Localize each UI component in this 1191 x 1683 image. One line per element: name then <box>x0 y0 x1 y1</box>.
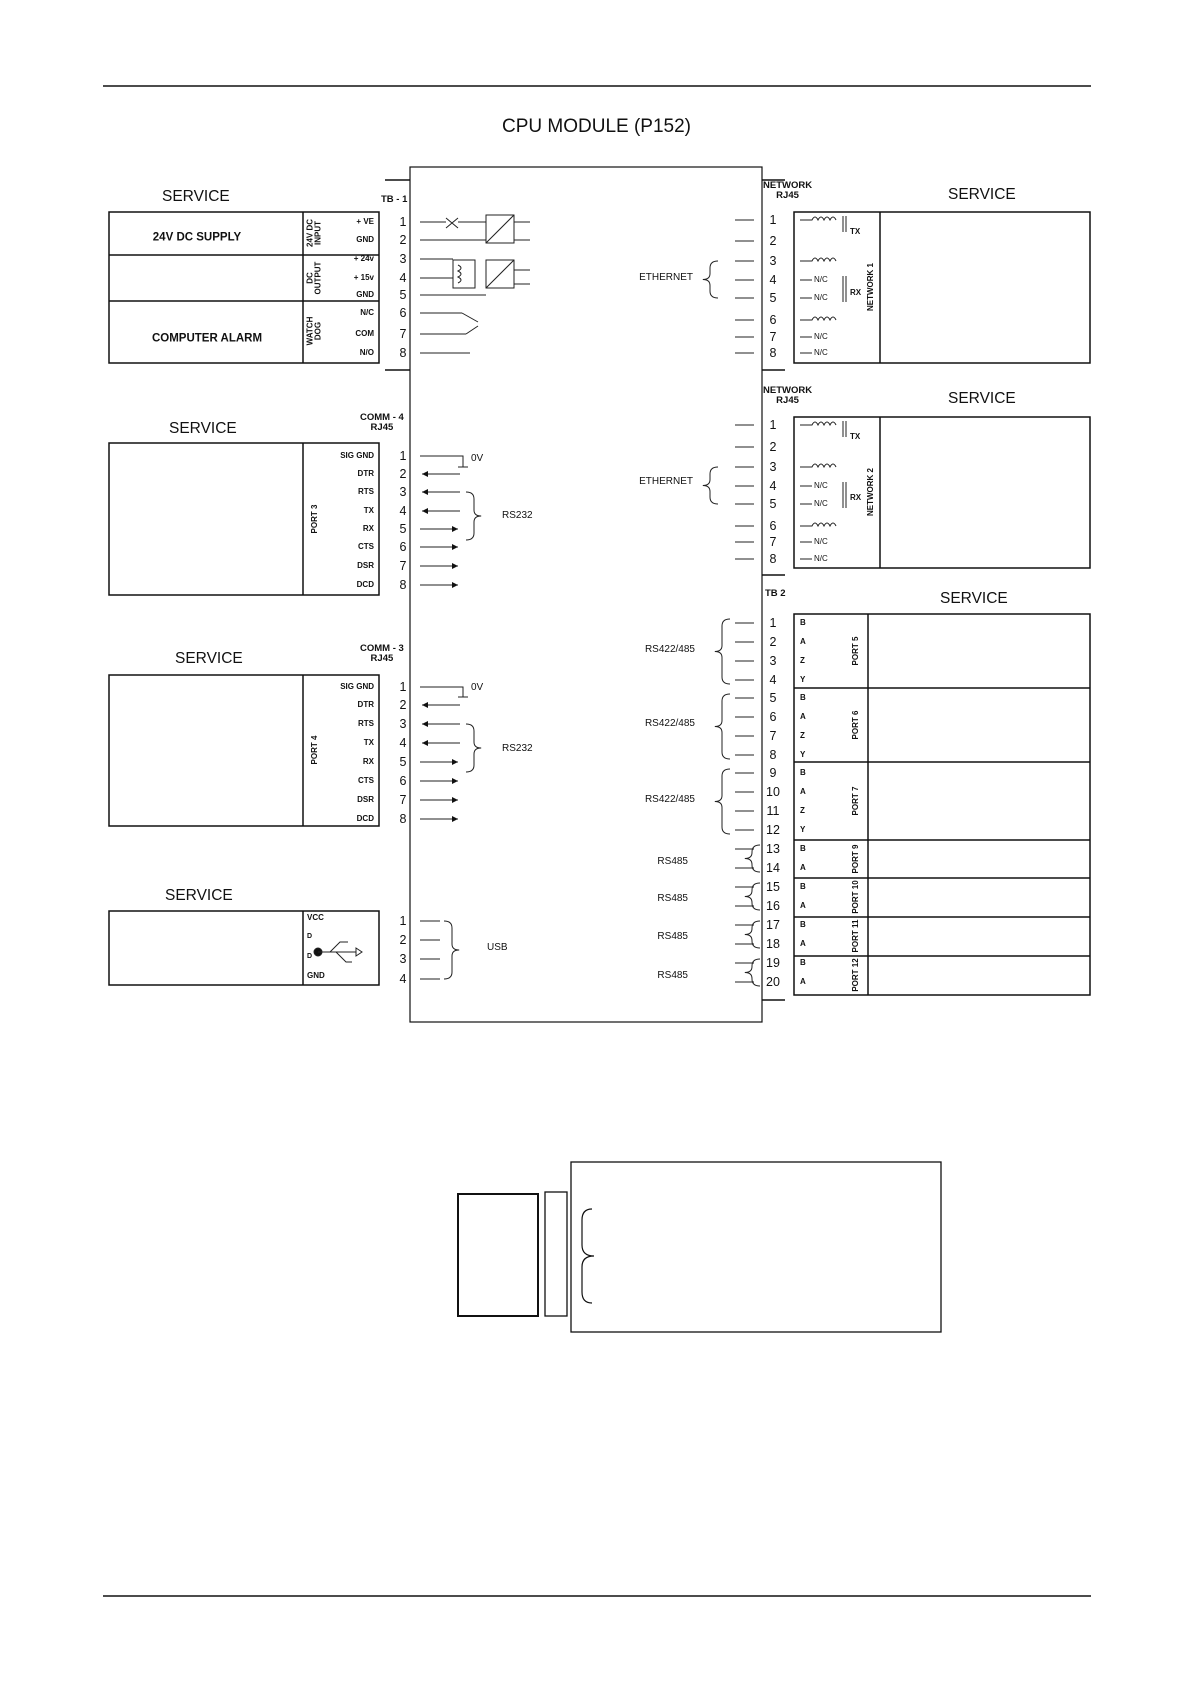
tb1-pin-5: 5 <box>399 287 407 302</box>
comm3-in-arrow-5-head <box>452 759 458 765</box>
tb2-pin-14: 14 <box>766 860 780 875</box>
comm4-pin-7: 7 <box>399 558 407 573</box>
tb2-signal-4-1: B <box>800 844 806 853</box>
network2-nc-8: N/C <box>814 554 828 563</box>
lower-small-box <box>458 1194 538 1316</box>
tb2-pin-5: 5 <box>769 690 777 705</box>
port3-service-box <box>109 443 379 595</box>
tb2-brace-3 <box>715 769 730 834</box>
port4-label: PORT 4 <box>309 735 319 765</box>
tb1-pin-2: 2 <box>399 232 407 247</box>
comm4-pin-5: 5 <box>399 521 407 536</box>
lower-brace <box>582 1209 594 1303</box>
comm4-gnd-wire <box>420 456 463 467</box>
comm4-pin-label-4: TX <box>363 506 374 515</box>
tb2-port-label-3: PORT 7 <box>850 786 860 816</box>
tb2-pin-6: 6 <box>769 709 777 724</box>
comm4-pin-label-2: DTR <box>357 469 374 478</box>
lower-strip-box <box>545 1192 567 1316</box>
tb2-signal-7-2: A <box>800 977 806 986</box>
comm4-out-arrow-4-head <box>422 508 428 514</box>
comm3-pin-label-8: DCD <box>356 814 374 823</box>
tb2-signal-2-3: Z <box>800 731 805 740</box>
network2-pin-3: 3 <box>769 459 777 474</box>
network1-side-label: NETWORK 1 <box>865 263 875 311</box>
tb2-group-label-5: RS485 <box>657 893 688 904</box>
tb1-pin-label-8: N/O <box>359 348 374 357</box>
service-header-usb: SERVICE <box>165 887 233 904</box>
port4-service-box <box>109 675 379 826</box>
network1-pin-8: 8 <box>769 345 777 360</box>
port3-label: PORT 3 <box>309 504 319 534</box>
tb2-pin-12: 12 <box>766 822 780 837</box>
network1-rx-core <box>843 276 846 302</box>
tb2-service-box <box>794 614 1090 995</box>
usb-service-box <box>109 911 379 985</box>
comm4-out-arrow-2-head <box>422 471 428 477</box>
tb2-pin-2: 2 <box>769 634 777 649</box>
tb1-pin-4: 4 <box>399 270 407 285</box>
usb-pin-3: 3 <box>399 951 407 966</box>
tb2-pin-18: 18 <box>766 936 780 951</box>
tb2-pin-3: 3 <box>769 653 777 668</box>
network1-pin-1: 1 <box>769 212 777 227</box>
network1-pin-6: 6 <box>769 312 777 327</box>
network2-side-label: NETWORK 2 <box>865 468 875 516</box>
comm3-out-arrow-4-head <box>422 740 428 746</box>
network1-tx-label: TX <box>850 227 861 236</box>
supply-label: 24V DC SUPPLY <box>152 231 242 244</box>
network1-tx-core <box>843 216 846 232</box>
tb2-signal-3-1: B <box>800 768 806 777</box>
comm3-gnd-wire <box>420 687 463 697</box>
tb2-pin-16: 16 <box>766 898 780 913</box>
tb1-pin-label-3: + 24v <box>353 254 374 263</box>
network2-nc-7: N/C <box>814 537 828 546</box>
comm4-pin-2: 2 <box>399 466 407 481</box>
watchdog-relay-contacts <box>420 313 478 353</box>
tb2-label: TB 2 <box>765 588 786 599</box>
comm4-pin-label-6: CTS <box>358 542 374 551</box>
network2-pin-7: 7 <box>769 534 777 549</box>
service-header-tb1: SERVICE <box>162 188 230 205</box>
network1-nc-5: N/C <box>814 293 828 302</box>
tb2-pin-11: 11 <box>766 803 780 818</box>
comm4-in-arrow-7-head <box>452 563 458 569</box>
comm4-pin-1: 1 <box>399 448 407 463</box>
network1-pin-3: 3 <box>769 253 777 268</box>
tb2-pin-19: 19 <box>766 955 780 970</box>
comm3-in-arrow-6-head <box>452 778 458 784</box>
tb2-port-label-1: PORT 5 <box>850 636 860 666</box>
tb2-group-label-2: RS422/485 <box>644 718 695 729</box>
usb-bus-label: USB <box>487 942 508 953</box>
tb2-signal-1-2: A <box>800 637 806 646</box>
watchdog-group-label: WATCH DOG <box>305 316 323 346</box>
comm4-label: COMM - 4 RJ45 <box>360 412 404 433</box>
comm3-label: COMM - 3 RJ45 <box>360 643 404 664</box>
network2-pin-4: 4 <box>769 478 777 493</box>
comm3-pin-label-5: RX <box>362 757 374 766</box>
tb1-pin-1: 1 <box>399 214 407 229</box>
network2-coil-1 <box>800 422 836 425</box>
tb2-pin-15: 15 <box>766 879 780 894</box>
network1-nc-8: N/C <box>814 348 828 357</box>
comm4-pin-label-5: RX <box>362 524 374 533</box>
input-isolator-diagonal <box>486 215 514 243</box>
tb2-signal-3-2: A <box>800 787 806 796</box>
tb1-pin-label-2: GND <box>356 235 374 244</box>
usb-symbol <box>318 942 362 962</box>
tb2-signal-2-4: Y <box>800 750 806 759</box>
comm4-pin-3: 3 <box>399 484 407 499</box>
usb-vcc-label: VCC <box>307 913 324 922</box>
tb1-pin-7: 7 <box>399 326 407 341</box>
network1-coil-3 <box>800 258 836 261</box>
usb-dminus-label: D <box>307 953 313 960</box>
tb2-group-label-7: RS485 <box>657 970 688 981</box>
tb2-signal-1-3: Z <box>800 656 805 665</box>
tb2-port-label-7: PORT 12 <box>850 958 860 992</box>
comm3-pin-1: 1 <box>399 679 407 694</box>
usb-pin-1: 1 <box>399 913 407 928</box>
tb1-pin-label-6: N/C <box>360 308 374 317</box>
network1-ethernet-label: ETHERNET <box>639 272 693 283</box>
network1-coil-1 <box>800 217 836 220</box>
comm3-rs232-brace <box>466 724 481 772</box>
comm4-pin-6: 6 <box>399 539 407 554</box>
comm3-pin-label-4: TX <box>363 738 374 747</box>
network2-coil-3 <box>800 464 836 467</box>
tb2-brace-1 <box>715 619 730 684</box>
page-title: CPU MODULE (P152) <box>502 116 691 137</box>
service-header-network1: SERVICE <box>948 186 1016 203</box>
comm3-0v-label: 0V <box>471 682 484 693</box>
output-group-label: DC OUTPUT <box>305 261 323 295</box>
alarm-label: COMPUTER ALARM <box>151 332 263 345</box>
comm3-out-arrow-2-head <box>422 702 428 708</box>
tb2-signal-5-1: B <box>800 882 806 891</box>
service-header-port3: SERVICE <box>169 420 237 437</box>
comm4-in-arrow-5-head <box>452 526 458 532</box>
comm4-pin-4: 4 <box>399 503 407 518</box>
comm4-pin-label-8: DCD <box>356 580 374 589</box>
network1-header: NETWORK RJ45 <box>763 180 813 201</box>
network1-rx-label: RX <box>850 288 862 297</box>
tb2-port-label-4: PORT 9 <box>850 844 860 874</box>
comm3-pin-2: 2 <box>399 697 407 712</box>
network1-nc-4: N/C <box>814 275 828 284</box>
tb1-pin-6: 6 <box>399 305 407 320</box>
usb-pin-2: 2 <box>399 932 407 947</box>
network1-pin-7: 7 <box>769 329 777 344</box>
comm3-pin-8: 8 <box>399 811 407 826</box>
tb2-signal-6-1: B <box>800 920 806 929</box>
tb2-pin-7: 7 <box>769 728 777 743</box>
comm3-pin-5: 5 <box>399 754 407 769</box>
network2-rx-label: RX <box>850 493 862 502</box>
tb2-signal-2-2: A <box>800 712 806 721</box>
tb2-port-label-2: PORT 6 <box>850 710 860 740</box>
usb-dplus-label: D <box>307 933 313 940</box>
output-isolator-diagonal <box>486 260 514 288</box>
tb2-pin-9: 9 <box>769 765 777 780</box>
network1-coil-6 <box>800 317 836 320</box>
comm4-pin-label-1: SIG GND <box>340 451 374 460</box>
comm3-pin-7: 7 <box>399 792 407 807</box>
network1-service-box <box>794 212 1090 363</box>
comm3-pin-label-2: DTR <box>357 700 374 709</box>
tb2-signal-1-1: B <box>800 618 806 627</box>
network2-rx-core <box>843 482 846 508</box>
network2-nc-4: N/C <box>814 481 828 490</box>
comm3-pin-label-7: DSR <box>357 795 374 804</box>
usb-gnd-label: GND <box>307 971 325 980</box>
comm3-pin-label-1: SIG GND <box>340 682 374 691</box>
tb2-pin-4: 4 <box>769 672 777 687</box>
comm3-rs232-label: RS232 <box>502 743 533 754</box>
network1-pin-5: 5 <box>769 290 777 305</box>
output-coil-box <box>453 260 475 288</box>
network1-pin-2: 2 <box>769 233 777 248</box>
tb1-pin-3: 3 <box>399 251 407 266</box>
usb-pin-4: 4 <box>399 971 407 986</box>
tb2-signal-3-4: Y <box>800 825 806 834</box>
tb2-signal-2-1: B <box>800 693 806 702</box>
comm3-pin-3: 3 <box>399 716 407 731</box>
tb2-pin-17: 17 <box>766 917 780 932</box>
network2-ethernet-brace <box>703 467 718 504</box>
tb2-pin-20: 20 <box>766 974 780 989</box>
network2-pin-6: 6 <box>769 518 777 533</box>
tb2-group-label-4: RS485 <box>657 856 688 867</box>
network2-pin-1: 1 <box>769 417 777 432</box>
tb2-group-label-3: RS422/485 <box>644 794 695 805</box>
network2-ethernet-label: ETHERNET <box>639 476 693 487</box>
comm4-rs232-label: RS232 <box>502 510 533 521</box>
tb1-pin-label-1: + VE <box>356 217 374 226</box>
network2-service-box <box>794 417 1090 568</box>
comm4-0v-label: 0V <box>471 453 484 464</box>
service-header-network2: SERVICE <box>948 390 1016 407</box>
network2-pin-5: 5 <box>769 496 777 511</box>
comm4-in-arrow-8-head <box>452 582 458 588</box>
tb2-group-label-1: RS422/485 <box>644 644 695 655</box>
tb2-port-label-5: PORT 10 <box>850 880 860 914</box>
tb2-brace-2 <box>715 694 730 759</box>
lower-frame-box <box>571 1162 941 1332</box>
tb1-pin-label-5: GND <box>356 290 374 299</box>
comm4-pin-label-3: RTS <box>358 487 374 496</box>
comm3-pin-label-6: CTS <box>358 776 374 785</box>
tb2-port-label-6: PORT 11 <box>850 919 860 953</box>
tb2-signal-3-3: Z <box>800 806 805 815</box>
tb2-signal-7-1: B <box>800 958 806 967</box>
comm4-pin-label-7: DSR <box>357 561 374 570</box>
usb-brace <box>444 921 459 979</box>
comm3-in-arrow-8-head <box>452 816 458 822</box>
network1-ethernet-brace <box>703 261 718 298</box>
tb1-pin-label-4: + 15v <box>353 273 374 282</box>
comm3-out-arrow-3-head <box>422 721 428 727</box>
network2-pin-2: 2 <box>769 439 777 454</box>
tb2-pin-10: 10 <box>766 784 780 799</box>
tb2-pin-13: 13 <box>766 841 780 856</box>
tb1-label: TB - 1 <box>381 194 408 205</box>
network2-tx-label: TX <box>850 432 861 441</box>
network1-pin-4: 4 <box>769 272 777 287</box>
tb2-pin-8: 8 <box>769 747 777 762</box>
tb2-signal-5-2: A <box>800 901 806 910</box>
tb2-pin-1: 1 <box>769 615 777 630</box>
network2-coil-6 <box>800 523 836 526</box>
tb1-pin-8: 8 <box>399 345 407 360</box>
tb2-group-label-6: RS485 <box>657 931 688 942</box>
tb1-pin-label-7: COM <box>355 329 374 338</box>
network1-nc-7: N/C <box>814 332 828 341</box>
comm3-in-arrow-7-head <box>452 797 458 803</box>
network2-tx-core <box>843 421 846 437</box>
tb2-signal-1-4: Y <box>800 675 806 684</box>
input-group-label: 24V DC INPUT <box>305 218 323 248</box>
comm3-pin-4: 4 <box>399 735 407 750</box>
comm4-in-arrow-6-head <box>452 544 458 550</box>
network2-pin-8: 8 <box>769 551 777 566</box>
comm4-rs232-brace <box>466 492 481 540</box>
service-header-tb2: SERVICE <box>940 590 1008 607</box>
network2-header: NETWORK RJ45 <box>763 385 813 406</box>
comm3-pin-6: 6 <box>399 773 407 788</box>
tb2-signal-4-2: A <box>800 863 806 872</box>
comm4-out-arrow-3-head <box>422 489 428 495</box>
service-header-port4: SERVICE <box>175 650 243 667</box>
comm3-pin-label-3: RTS <box>358 719 374 728</box>
tb2-signal-6-2: A <box>800 939 806 948</box>
comm4-pin-8: 8 <box>399 577 407 592</box>
network2-nc-5: N/C <box>814 499 828 508</box>
